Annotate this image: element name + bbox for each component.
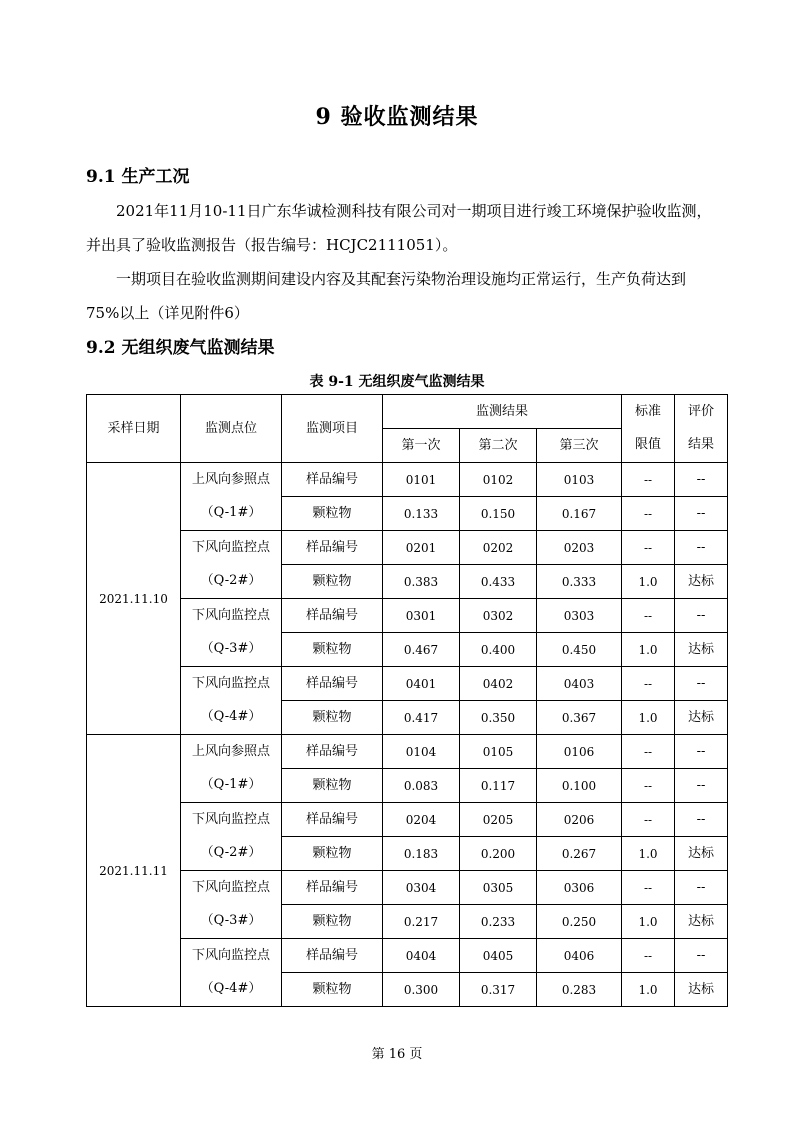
result-third-cell: 0.250: [537, 905, 622, 939]
result-first-cell: 0.217: [383, 905, 460, 939]
limit-cell: 1.0: [622, 701, 675, 735]
result-first-cell: 0304: [383, 871, 460, 905]
page-number: 第 16 页: [371, 1047, 423, 1062]
result-first-cell: 0201: [383, 531, 460, 565]
evaluation-cell: --: [675, 531, 728, 565]
result-second-cell: 0202: [460, 531, 537, 565]
result-first-cell: 0.300: [383, 973, 460, 1007]
location-name-cell: 下风向监控点: [181, 939, 282, 973]
item-cell: 颗粒物: [282, 701, 383, 735]
result-first-cell: 0104: [383, 735, 460, 769]
result-first-cell: 0.467: [383, 633, 460, 667]
table-row: [87, 973, 728, 1007]
item-cell: 颗粒物: [282, 837, 383, 871]
table-row: [87, 905, 728, 939]
evaluation-cell: --: [675, 667, 728, 701]
result-second-cell: 0.150: [460, 497, 537, 531]
limit-cell: --: [622, 871, 675, 905]
sampling-date-cell: 2021.11.11: [87, 735, 181, 1007]
result-third-cell: 0403: [537, 667, 622, 701]
location-name-cell: 下风向监控点: [181, 531, 282, 565]
header-location: 监测点位: [181, 395, 282, 463]
table-row: [87, 531, 728, 565]
result-second-cell: 0.200: [460, 837, 537, 871]
result-third-cell: 0.100: [537, 769, 622, 803]
result-first-cell: 0.383: [383, 565, 460, 599]
location-code-cell: （Q-4#）: [181, 701, 282, 735]
result-second-cell: 0.433: [460, 565, 537, 599]
location-name-cell: 下风向监控点: [181, 667, 282, 701]
item-cell: 样品编号: [282, 599, 383, 633]
evaluation-cell: --: [675, 871, 728, 905]
evaluation-cell: --: [675, 803, 728, 837]
result-second-cell: 0.350: [460, 701, 537, 735]
location-code-cell: （Q-2#）: [181, 837, 282, 871]
table-caption: 表 9-1 无组织废气监测结果: [309, 374, 485, 390]
result-first-cell: 0101: [383, 463, 460, 497]
result-second-cell: 0405: [460, 939, 537, 973]
result-third-cell: 0106: [537, 735, 622, 769]
result-third-cell: 0203: [537, 531, 622, 565]
limit-cell: 1.0: [622, 905, 675, 939]
header-third: 第三次: [537, 429, 622, 463]
table-row: [87, 701, 728, 735]
limit-cell: 1.0: [622, 633, 675, 667]
header-limit-2: 限值: [622, 429, 675, 463]
evaluation-cell: 达标: [675, 905, 728, 939]
location-name-cell: 下风向监控点: [181, 599, 282, 633]
header-eval-2: 结果: [675, 429, 728, 463]
result-first-cell: 0.183: [383, 837, 460, 871]
location-name-cell: 上风向参照点: [181, 735, 282, 769]
location-code-cell: （Q-3#）: [181, 633, 282, 667]
limit-cell: 1.0: [622, 565, 675, 599]
header-item: 监测项目: [282, 395, 383, 463]
result-third-cell: 0303: [537, 599, 622, 633]
result-third-cell: 0.167: [537, 497, 622, 531]
paragraph: 2021年11月10-11日广东华诚检测科技有限公司对一期项目进行竣工环境保护验收监测，并出具了验收监测报告（报告编号：HCJC2111051）。: [86, 202, 712, 254]
limit-cell: --: [622, 599, 675, 633]
result-third-cell: 0.267: [537, 837, 622, 871]
limit-cell: --: [622, 497, 675, 531]
location-code-cell: （Q-1#）: [181, 769, 282, 803]
result-first-cell: 0.133: [383, 497, 460, 531]
item-cell: 颗粒物: [282, 769, 383, 803]
result-second-cell: 0105: [460, 735, 537, 769]
production-paragraphs: [86, 194, 716, 330]
result-third-cell: 0.450: [537, 633, 622, 667]
header-eval-1: 评价: [675, 395, 728, 429]
section-heading-fugitive-gas: 9.2 无组织废气监测结果: [86, 338, 275, 358]
limit-cell: --: [622, 769, 675, 803]
item-cell: 颗粒物: [282, 565, 383, 599]
evaluation-cell: --: [675, 497, 728, 531]
location-code-cell: （Q-2#）: [181, 565, 282, 599]
table-row: [87, 667, 728, 701]
item-cell: 颗粒物: [282, 905, 383, 939]
result-first-cell: 0204: [383, 803, 460, 837]
header-second: 第二次: [460, 429, 537, 463]
page-title: 9 验收监测结果: [315, 104, 479, 130]
item-cell: 样品编号: [282, 735, 383, 769]
result-second-cell: 0.233: [460, 905, 537, 939]
table-row: [87, 769, 728, 803]
header-first: 第一次: [383, 429, 460, 463]
result-second-cell: 0305: [460, 871, 537, 905]
evaluation-cell: 达标: [675, 565, 728, 599]
monitoring-results-table: [86, 394, 728, 1007]
evaluation-cell: --: [675, 463, 728, 497]
evaluation-cell: 达标: [675, 701, 728, 735]
table-row: [87, 599, 728, 633]
evaluation-cell: --: [675, 735, 728, 769]
item-cell: 颗粒物: [282, 497, 383, 531]
evaluation-cell: --: [675, 769, 728, 803]
header-limit-1: 标准: [622, 395, 675, 429]
table-row: [87, 565, 728, 599]
item-cell: 样品编号: [282, 531, 383, 565]
header-date: 采样日期: [87, 395, 181, 463]
result-first-cell: 0.083: [383, 769, 460, 803]
result-second-cell: 0102: [460, 463, 537, 497]
limit-cell: --: [622, 803, 675, 837]
table-header-row: [87, 395, 728, 429]
limit-cell: --: [622, 735, 675, 769]
limit-cell: --: [622, 667, 675, 701]
result-first-cell: 0404: [383, 939, 460, 973]
result-first-cell: 0301: [383, 599, 460, 633]
table-row: [87, 837, 728, 871]
item-cell: 颗粒物: [282, 633, 383, 667]
table-row: [87, 633, 728, 667]
item-cell: 样品编号: [282, 939, 383, 973]
evaluation-cell: --: [675, 939, 728, 973]
result-third-cell: 0.367: [537, 701, 622, 735]
evaluation-cell: 达标: [675, 973, 728, 1007]
result-third-cell: 0.333: [537, 565, 622, 599]
table-row: [87, 497, 728, 531]
location-code-cell: （Q-1#）: [181, 497, 282, 531]
result-third-cell: 0206: [537, 803, 622, 837]
location-name-cell: 上风向参照点: [181, 463, 282, 497]
table-row: [87, 803, 728, 837]
result-first-cell: 0401: [383, 667, 460, 701]
location-name-cell: 下风向监控点: [181, 803, 282, 837]
result-second-cell: 0.317: [460, 973, 537, 1007]
header-results: 监测结果: [383, 395, 622, 429]
sampling-date-cell: 2021.11.10: [87, 463, 181, 735]
table-row: [87, 463, 728, 497]
location-code-cell: （Q-3#）: [181, 905, 282, 939]
result-third-cell: 0406: [537, 939, 622, 973]
limit-cell: --: [622, 463, 675, 497]
evaluation-cell: --: [675, 599, 728, 633]
location-name-cell: 下风向监控点: [181, 871, 282, 905]
table-row: [87, 871, 728, 905]
table-row: [87, 735, 728, 769]
item-cell: 颗粒物: [282, 973, 383, 1007]
result-second-cell: 0.400: [460, 633, 537, 667]
result-third-cell: 0.283: [537, 973, 622, 1007]
item-cell: 样品编号: [282, 463, 383, 497]
item-cell: 样品编号: [282, 871, 383, 905]
result-third-cell: 0306: [537, 871, 622, 905]
limit-cell: --: [622, 939, 675, 973]
evaluation-cell: 达标: [675, 837, 728, 871]
item-cell: 样品编号: [282, 803, 383, 837]
result-third-cell: 0103: [537, 463, 622, 497]
item-cell: 样品编号: [282, 667, 383, 701]
paragraph: 一期项目在验收监测期间建设内容及其配套污染物治理设施均正常运行，生产负荷达到75%以上（详见附件6）: [86, 270, 687, 322]
limit-cell: 1.0: [622, 973, 675, 1007]
result-first-cell: 0.417: [383, 701, 460, 735]
section-heading-production: 9.1 生产工况: [86, 167, 190, 187]
location-code-cell: （Q-4#）: [181, 973, 282, 1007]
result-second-cell: 0.117: [460, 769, 537, 803]
table-row: [87, 939, 728, 973]
result-second-cell: 0302: [460, 599, 537, 633]
limit-cell: 1.0: [622, 837, 675, 871]
limit-cell: --: [622, 531, 675, 565]
result-second-cell: 0402: [460, 667, 537, 701]
evaluation-cell: 达标: [675, 633, 728, 667]
result-second-cell: 0205: [460, 803, 537, 837]
